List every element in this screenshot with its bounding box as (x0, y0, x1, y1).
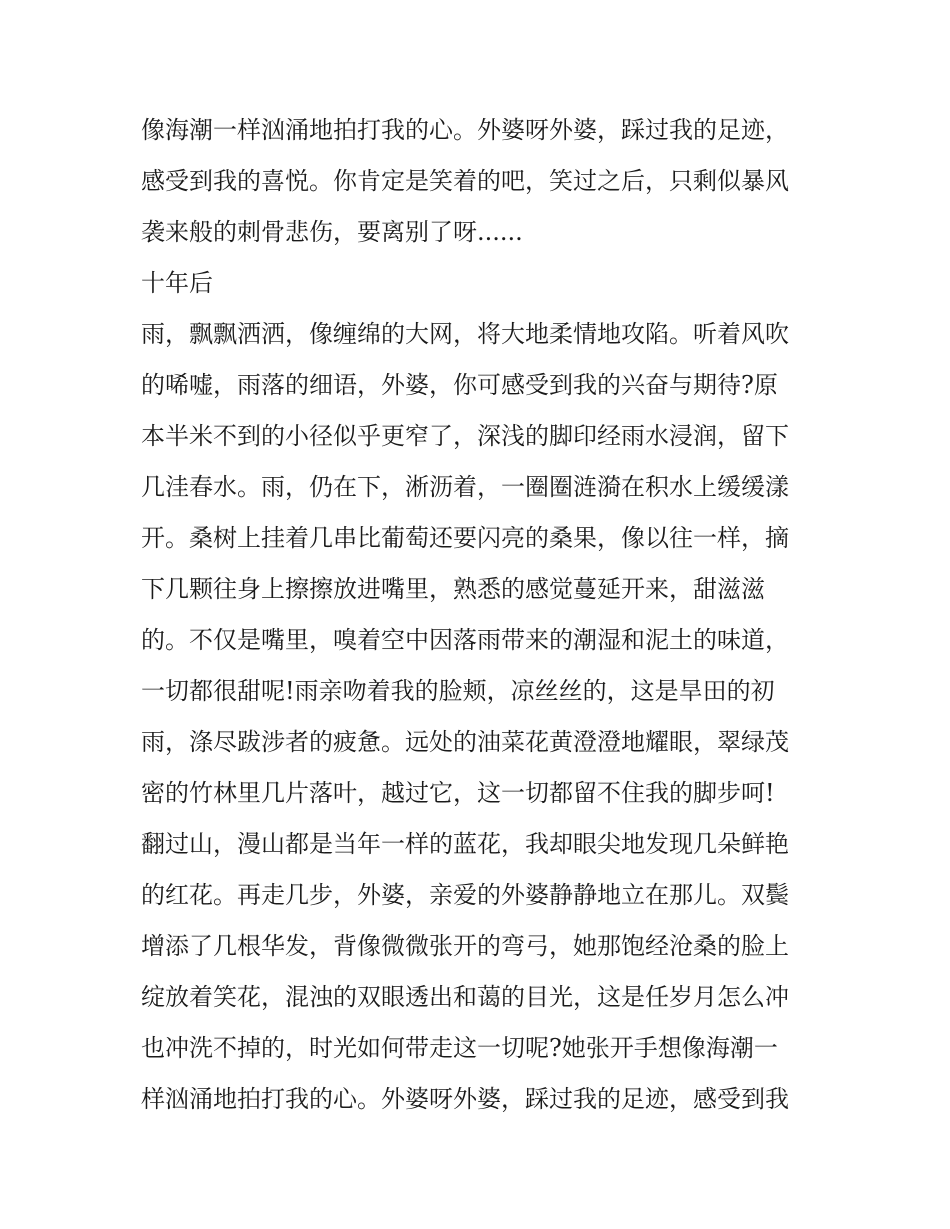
text-line: 感受到我的喜悦。你肯定是笑着的吧，笑过之后，只剩似暴风 (141, 167, 789, 195)
text-line: 袭来般的刺骨悲伤，要离别了呀...... (141, 218, 523, 246)
text-line: 雨，飘飘洒洒，像缠绵的大网，将大地柔情地攻陷。听着风吹 (141, 320, 789, 348)
text-line: 开。桑树上挂着几串比葡萄还要闪亮的桑果，像以往一样，摘 (141, 524, 789, 552)
text-line: 密的竹林里几片落叶，越过它，这一切都留不住我的脚步呵! (141, 779, 775, 807)
section-heading: 十年后 (141, 269, 213, 297)
text-line: 像海潮一样汹涌地拍打我的心。外婆呀外婆，踩过我的足迹， (141, 116, 789, 144)
text-line: 下几颗往身上擦擦放进嘴里，熟悉的感觉蔓延开来，甜滋滋 (141, 575, 765, 603)
text-line: 的红花。再走几步，外婆，亲爱的外婆静静地立在那儿。双鬓 (141, 881, 789, 909)
text-line: 的唏嘘，雨落的细语，外婆，你可感受到我的兴奋与期待?原 (141, 371, 778, 399)
text-line: 的。不仅是嘴里，嗅着空中因落雨带来的潮湿和泥土的味道， (141, 626, 789, 654)
text-line: 绽放着笑花，混浊的双眼透出和蔼的目光，这是任岁月怎么冲 (141, 983, 789, 1011)
text-line: 样汹涌地拍打我的心。外婆呀外婆，踩过我的足迹，感受到我 (141, 1085, 789, 1113)
text-line: 增添了几根华发，背像微微张开的弯弓，她那饱经沧桑的脸上 (141, 932, 789, 960)
document-page (141, 109, 816, 1129)
text-line: 雨，涤尽跋涉者的疲惫。远处的油菜花黄澄澄地耀眼，翠绿茂 (141, 728, 789, 756)
text-line: 也冲洗不掉的，时光如何带走这一切呢?她张开手想像海潮一 (141, 1034, 778, 1062)
text-line: 本半米不到的小径似乎更窄了，深浅的脚印经雨水浸润，留下 (141, 422, 789, 450)
text-line: 翻过山，漫山都是当年一样的蓝花，我却眼尖地发现几朵鲜艳 (141, 830, 789, 858)
text-line: 一切都很甜呢!雨亲吻着我的脸颊，凉丝丝的，这是旱田的初 (141, 677, 775, 705)
text-line: 几洼春水。雨，仍在下，淅沥着，一圈圈涟漪在积水上缓缓漾 (141, 473, 789, 501)
